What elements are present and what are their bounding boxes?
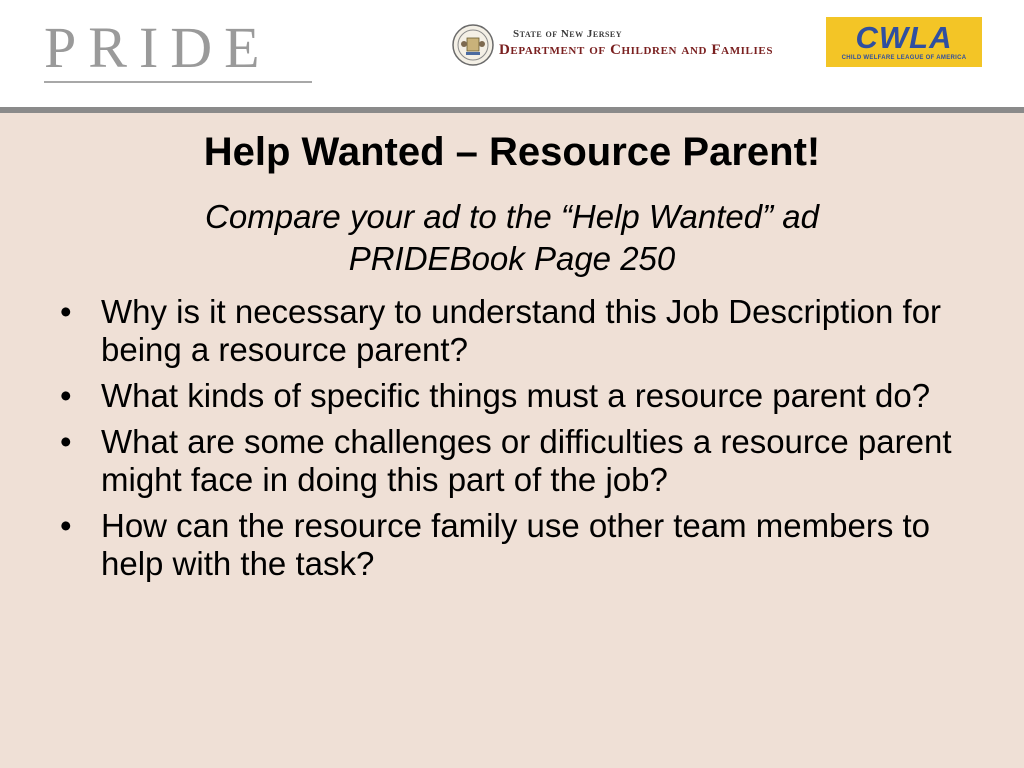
dcf-department-label: Department of Children and Families [499,42,774,58]
dcf-logo [499,28,774,59]
slide-subtitle [0,196,1024,280]
subtitle-line-2: PRIDEBook Page 250 [348,240,676,277]
bullet-text: Why is it necessary to understand this Job Description for being a resource parent? [101,293,942,368]
slide-title: Help Wanted – Resource Parent! [203,130,821,174]
bullet-item [56,377,956,415]
dcf-state-label: State of New Jersey [513,28,623,40]
bullet-text: How can the resource family use other team members to help with the task? [101,507,931,582]
cwla-logo-subtext: CHILD WELFARE LEAGUE OF AMERICA [841,55,967,61]
bullet-item [56,507,956,583]
nj-state-seal-icon [452,24,494,66]
pride-logo-underline [44,81,312,83]
bullet-dot-icon: • [60,423,72,460]
bullet-item [56,293,956,369]
bullet-item [56,423,956,499]
bullet-dot-icon: • [60,293,72,330]
bullet-dot-icon: • [60,507,72,544]
bullet-list [56,293,956,591]
bullet-text: What kinds of specific things must a resource parent do? [101,377,931,414]
subtitle-line-1: Compare your ad to the “Help Wanted” ad [205,198,819,235]
cwla-logo [826,17,982,67]
header-divider [0,107,1024,113]
bullet-dot-icon: • [60,377,72,414]
bullet-text: What are some challenges or difficulties a resource parent might face in doing this part of the job? [101,423,952,498]
pride-logo [44,15,314,86]
cwla-logo-text: CWLA [855,20,953,55]
header-banner [0,0,1024,107]
pride-logo-text: PRIDE [44,15,272,80]
